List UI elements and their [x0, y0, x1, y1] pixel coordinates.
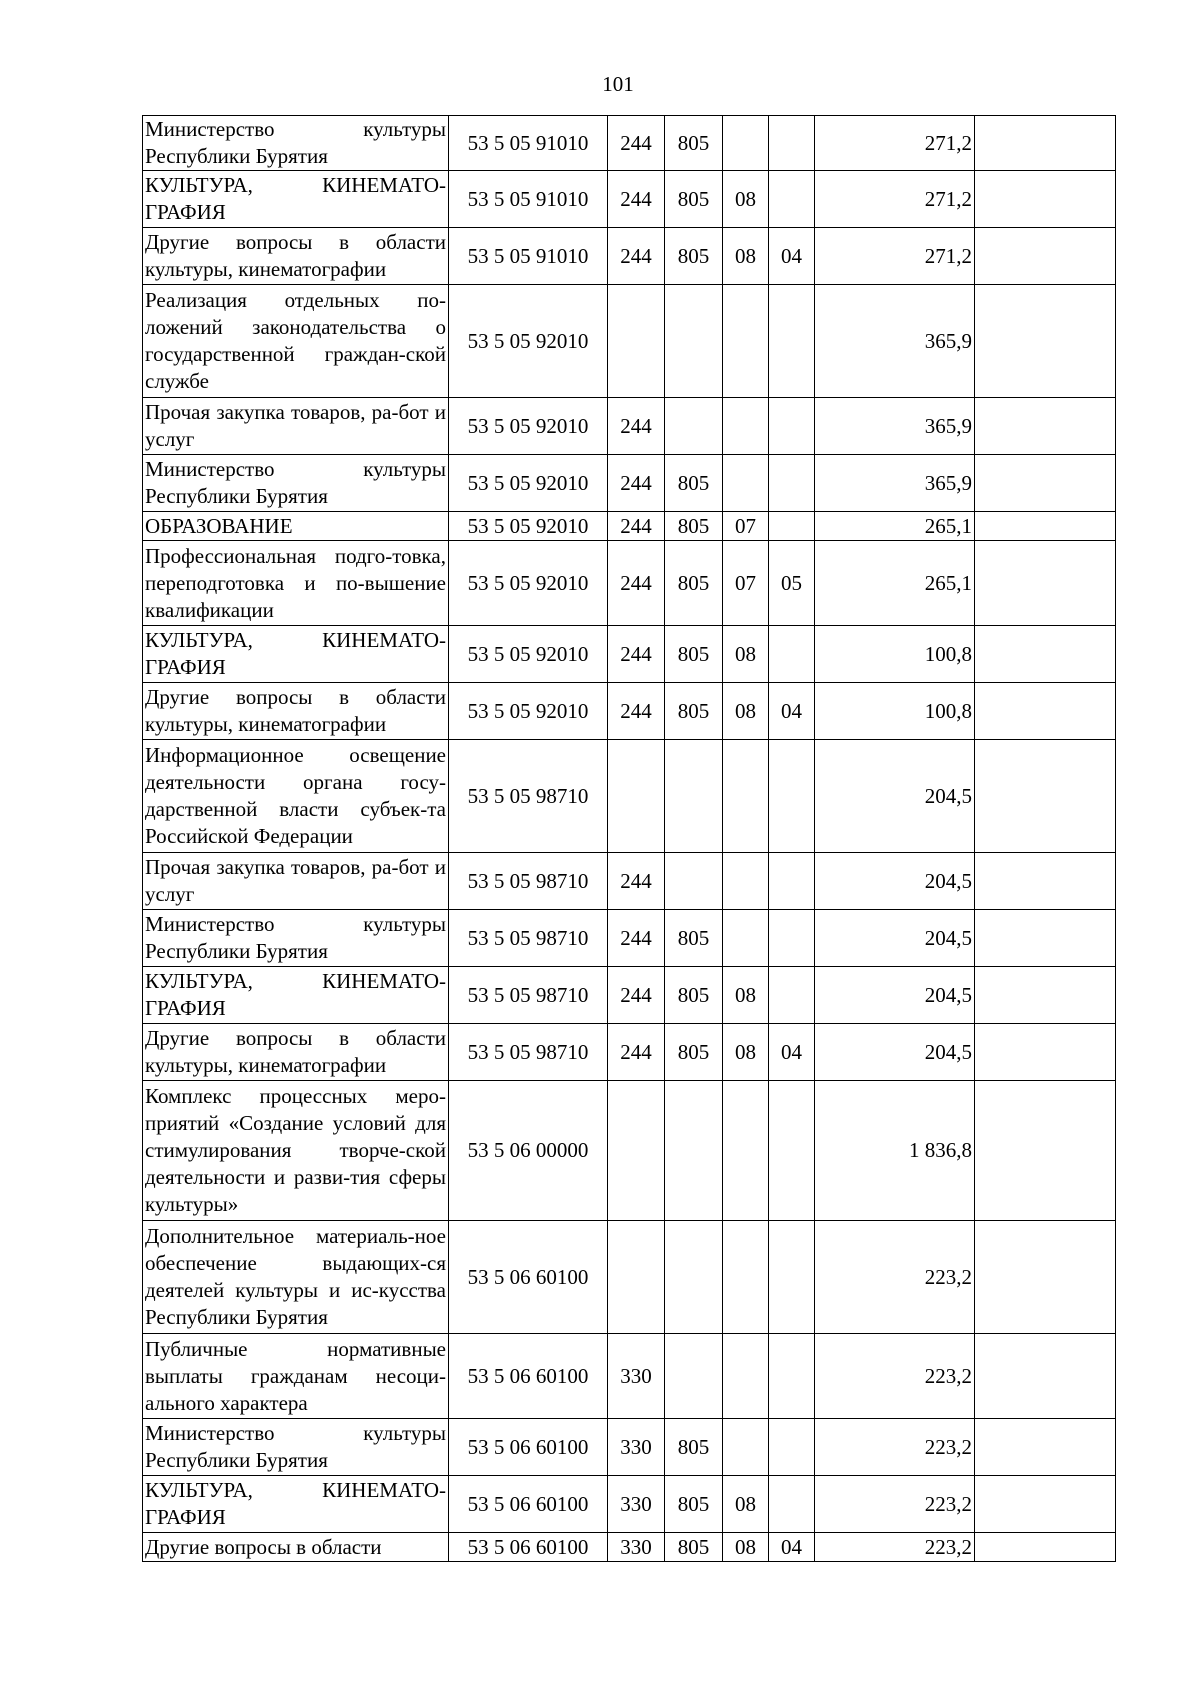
target-article-cell: 53 5 05 92010	[449, 512, 608, 541]
subsection-cell	[769, 285, 815, 398]
row-name-cell: Другие вопросы в области	[143, 1533, 449, 1562]
empty-cell	[975, 740, 1116, 853]
amount-cell: 223,2	[815, 1334, 975, 1419]
empty-cell	[975, 285, 1116, 398]
expense-type-cell	[608, 285, 665, 398]
target-article-cell: 53 5 06 60100	[449, 1334, 608, 1419]
section-cell: 08	[723, 1533, 769, 1562]
row-name-cell: Публичные нормативные выплаты гражданам несоци-ального характера	[143, 1334, 449, 1419]
amount-cell: 271,2	[815, 116, 975, 171]
row-name-cell: Другие вопросы в области культуры, кинематографии	[143, 228, 449, 285]
table-row	[143, 740, 1116, 853]
target-article-cell: 53 5 06 00000	[449, 1081, 608, 1221]
target-article-cell: 53 5 06 60100	[449, 1476, 608, 1533]
target-article-cell: 53 5 05 98710	[449, 853, 608, 910]
amount-cell: 365,9	[815, 398, 975, 455]
subsection-cell	[769, 398, 815, 455]
amount-cell: 204,5	[815, 853, 975, 910]
section-cell	[723, 285, 769, 398]
table-row	[143, 228, 1116, 285]
administrator-cell: 805	[665, 1419, 723, 1476]
expense-type-cell: 244	[608, 455, 665, 512]
row-name-cell: Информационное освещение деятельности органа госу-дарственной власти субъек-та Российской Федерации	[143, 740, 449, 853]
empty-cell	[975, 512, 1116, 541]
table-row	[143, 967, 1116, 1024]
table-row	[143, 1476, 1116, 1533]
administrator-cell: 805	[665, 228, 723, 285]
table-row	[143, 116, 1116, 171]
target-article-cell: 53 5 05 91010	[449, 116, 608, 171]
table-row	[143, 1419, 1116, 1476]
row-name-cell: Другие вопросы в области культуры, кинематографии	[143, 1024, 449, 1081]
table-body	[143, 116, 1116, 1562]
table-row	[143, 398, 1116, 455]
section-cell: 08	[723, 683, 769, 740]
subsection-cell	[769, 1221, 815, 1334]
section-cell	[723, 116, 769, 171]
section-cell	[723, 1081, 769, 1221]
section-cell: 08	[723, 967, 769, 1024]
expense-type-cell: 330	[608, 1476, 665, 1533]
amount-cell: 223,2	[815, 1533, 975, 1562]
amount-cell: 265,1	[815, 512, 975, 541]
table-row	[143, 541, 1116, 626]
administrator-cell	[665, 398, 723, 455]
target-article-cell: 53 5 05 92010	[449, 541, 608, 626]
page-number: 101	[602, 72, 634, 96]
subsection-cell	[769, 910, 815, 967]
empty-cell	[975, 967, 1116, 1024]
subsection-cell: 04	[769, 228, 815, 285]
section-cell	[723, 1334, 769, 1419]
administrator-cell: 805	[665, 1024, 723, 1081]
empty-cell	[975, 1533, 1116, 1562]
expense-type-cell: 244	[608, 171, 665, 228]
empty-cell	[975, 1476, 1116, 1533]
target-article-cell: 53 5 05 92010	[449, 398, 608, 455]
amount-cell: 223,2	[815, 1476, 975, 1533]
empty-cell	[975, 398, 1116, 455]
expense-type-cell: 330	[608, 1334, 665, 1419]
table-row	[143, 910, 1116, 967]
amount-cell: 365,9	[815, 455, 975, 512]
amount-cell: 223,2	[815, 1221, 975, 1334]
administrator-cell: 805	[665, 967, 723, 1024]
subsection-cell	[769, 1334, 815, 1419]
administrator-cell: 805	[665, 171, 723, 228]
subsection-cell: 04	[769, 1024, 815, 1081]
table-row	[143, 1024, 1116, 1081]
subsection-cell	[769, 626, 815, 683]
amount-cell: 100,8	[815, 683, 975, 740]
section-cell	[723, 910, 769, 967]
expense-type-cell	[608, 740, 665, 853]
expense-type-cell: 244	[608, 853, 665, 910]
target-article-cell: 53 5 05 91010	[449, 171, 608, 228]
table-row	[143, 1081, 1116, 1221]
table-row	[143, 1533, 1116, 1562]
row-name-cell: Реализация отдельных по-ложений законодательства о государственной граждан-ской службе	[143, 285, 449, 398]
section-cell: 07	[723, 541, 769, 626]
expense-type-cell: 244	[608, 541, 665, 626]
empty-cell	[975, 116, 1116, 171]
section-cell	[723, 740, 769, 853]
table-row	[143, 1221, 1116, 1334]
amount-cell: 271,2	[815, 171, 975, 228]
subsection-cell	[769, 967, 815, 1024]
section-cell: 08	[723, 1024, 769, 1081]
expense-type-cell: 244	[608, 683, 665, 740]
empty-cell	[975, 1419, 1116, 1476]
section-cell: 08	[723, 171, 769, 228]
expense-type-cell	[608, 1221, 665, 1334]
subsection-cell	[769, 116, 815, 171]
row-name-cell: Прочая закупка товаров, ра-бот и услуг	[143, 853, 449, 910]
section-cell: 08	[723, 626, 769, 683]
table-row	[143, 626, 1116, 683]
empty-cell	[975, 171, 1116, 228]
target-article-cell: 53 5 06 60100	[449, 1419, 608, 1476]
table-row	[143, 1334, 1116, 1419]
table-row	[143, 285, 1116, 398]
table-row	[143, 171, 1116, 228]
row-name-cell: Другие вопросы в области культуры, кинематографии	[143, 683, 449, 740]
administrator-cell	[665, 1221, 723, 1334]
amount-cell: 204,5	[815, 967, 975, 1024]
subsection-cell: 04	[769, 1533, 815, 1562]
expense-type-cell: 244	[608, 116, 665, 171]
row-name-cell: КУЛЬТУРА, КИНЕМАТО-ГРАФИЯ	[143, 626, 449, 683]
row-name-cell: Дополнительное материаль-ное обеспечение выдающих-ся деятелей культуры и ис-кусства Республики Бурятия	[143, 1221, 449, 1334]
subsection-cell	[769, 1081, 815, 1221]
administrator-cell: 805	[665, 541, 723, 626]
target-article-cell: 53 5 05 98710	[449, 967, 608, 1024]
empty-cell	[975, 626, 1116, 683]
target-article-cell: 53 5 05 92010	[449, 683, 608, 740]
amount-cell: 204,5	[815, 740, 975, 853]
subsection-cell	[769, 740, 815, 853]
administrator-cell	[665, 740, 723, 853]
table-row	[143, 512, 1116, 541]
section-cell	[723, 1221, 769, 1334]
expense-type-cell: 244	[608, 228, 665, 285]
budget-table	[142, 115, 1116, 1562]
section-cell: 08	[723, 228, 769, 285]
table-row	[143, 683, 1116, 740]
amount-cell: 223,2	[815, 1419, 975, 1476]
administrator-cell	[665, 1081, 723, 1221]
target-article-cell: 53 5 05 98710	[449, 910, 608, 967]
subsection-cell	[769, 853, 815, 910]
target-article-cell: 53 5 05 92010	[449, 455, 608, 512]
table-row	[143, 853, 1116, 910]
subsection-cell: 05	[769, 541, 815, 626]
amount-cell: 204,5	[815, 910, 975, 967]
table-row	[143, 455, 1116, 512]
expense-type-cell: 330	[608, 1533, 665, 1562]
target-article-cell: 53 5 05 98710	[449, 1024, 608, 1081]
subsection-cell	[769, 171, 815, 228]
subsection-cell	[769, 455, 815, 512]
target-article-cell: 53 5 06 60100	[449, 1221, 608, 1334]
expense-type-cell: 244	[608, 512, 665, 541]
administrator-cell: 805	[665, 910, 723, 967]
subsection-cell: 04	[769, 683, 815, 740]
empty-cell	[975, 1221, 1116, 1334]
administrator-cell: 805	[665, 1533, 723, 1562]
empty-cell	[975, 910, 1116, 967]
row-name-cell: Министерство культуры Республики Бурятия	[143, 910, 449, 967]
section-cell	[723, 853, 769, 910]
section-cell	[723, 398, 769, 455]
target-article-cell: 53 5 05 92010	[449, 626, 608, 683]
administrator-cell: 805	[665, 455, 723, 512]
expense-type-cell: 244	[608, 910, 665, 967]
expense-type-cell	[608, 1081, 665, 1221]
row-name-cell: Прочая закупка товаров, ра-бот и услуг	[143, 398, 449, 455]
amount-cell: 365,9	[815, 285, 975, 398]
empty-cell	[975, 228, 1116, 285]
target-article-cell: 53 5 05 98710	[449, 740, 608, 853]
administrator-cell	[665, 1334, 723, 1419]
target-article-cell: 53 5 06 60100	[449, 1533, 608, 1562]
empty-cell	[975, 1024, 1116, 1081]
row-name-cell: Комплекс процессных меро-приятий «Создание условий для стимулирования творче-ской деятельности и разви-тия сферы культуры»	[143, 1081, 449, 1221]
administrator-cell: 805	[665, 512, 723, 541]
administrator-cell	[665, 285, 723, 398]
section-cell: 08	[723, 1476, 769, 1533]
empty-cell	[975, 455, 1116, 512]
row-name-cell: ОБРАЗОВАНИЕ	[143, 512, 449, 541]
target-article-cell: 53 5 05 92010	[449, 285, 608, 398]
subsection-cell	[769, 1419, 815, 1476]
administrator-cell: 805	[665, 683, 723, 740]
row-name-cell: КУЛЬТУРА, КИНЕМАТО-ГРАФИЯ	[143, 1476, 449, 1533]
row-name-cell: КУЛЬТУРА, КИНЕМАТО-ГРАФИЯ	[143, 171, 449, 228]
expense-type-cell: 244	[608, 626, 665, 683]
row-name-cell: Министерство культуры Республики Бурятия	[143, 1419, 449, 1476]
row-name-cell: Министерство культуры Республики Бурятия	[143, 116, 449, 171]
subsection-cell	[769, 512, 815, 541]
row-name-cell: Профессиональная подго-товка, переподготовка и по-вышение квалификации	[143, 541, 449, 626]
empty-cell	[975, 683, 1116, 740]
row-name-cell: КУЛЬТУРА, КИНЕМАТО-ГРАФИЯ	[143, 967, 449, 1024]
row-name-cell: Министерство культуры Республики Бурятия	[143, 455, 449, 512]
empty-cell	[975, 1081, 1116, 1221]
expense-type-cell: 244	[608, 398, 665, 455]
administrator-cell: 805	[665, 116, 723, 171]
expense-type-cell: 330	[608, 1419, 665, 1476]
subsection-cell	[769, 1476, 815, 1533]
amount-cell: 265,1	[815, 541, 975, 626]
administrator-cell	[665, 853, 723, 910]
section-cell	[723, 455, 769, 512]
expense-type-cell: 244	[608, 1024, 665, 1081]
amount-cell: 100,8	[815, 626, 975, 683]
empty-cell	[975, 541, 1116, 626]
administrator-cell: 805	[665, 626, 723, 683]
section-cell: 07	[723, 512, 769, 541]
administrator-cell: 805	[665, 1476, 723, 1533]
amount-cell: 271,2	[815, 228, 975, 285]
section-cell	[723, 1419, 769, 1476]
empty-cell	[975, 1334, 1116, 1419]
amount-cell: 204,5	[815, 1024, 975, 1081]
empty-cell	[975, 853, 1116, 910]
expense-type-cell: 244	[608, 967, 665, 1024]
amount-cell: 1 836,8	[815, 1081, 975, 1221]
target-article-cell: 53 5 05 91010	[449, 228, 608, 285]
